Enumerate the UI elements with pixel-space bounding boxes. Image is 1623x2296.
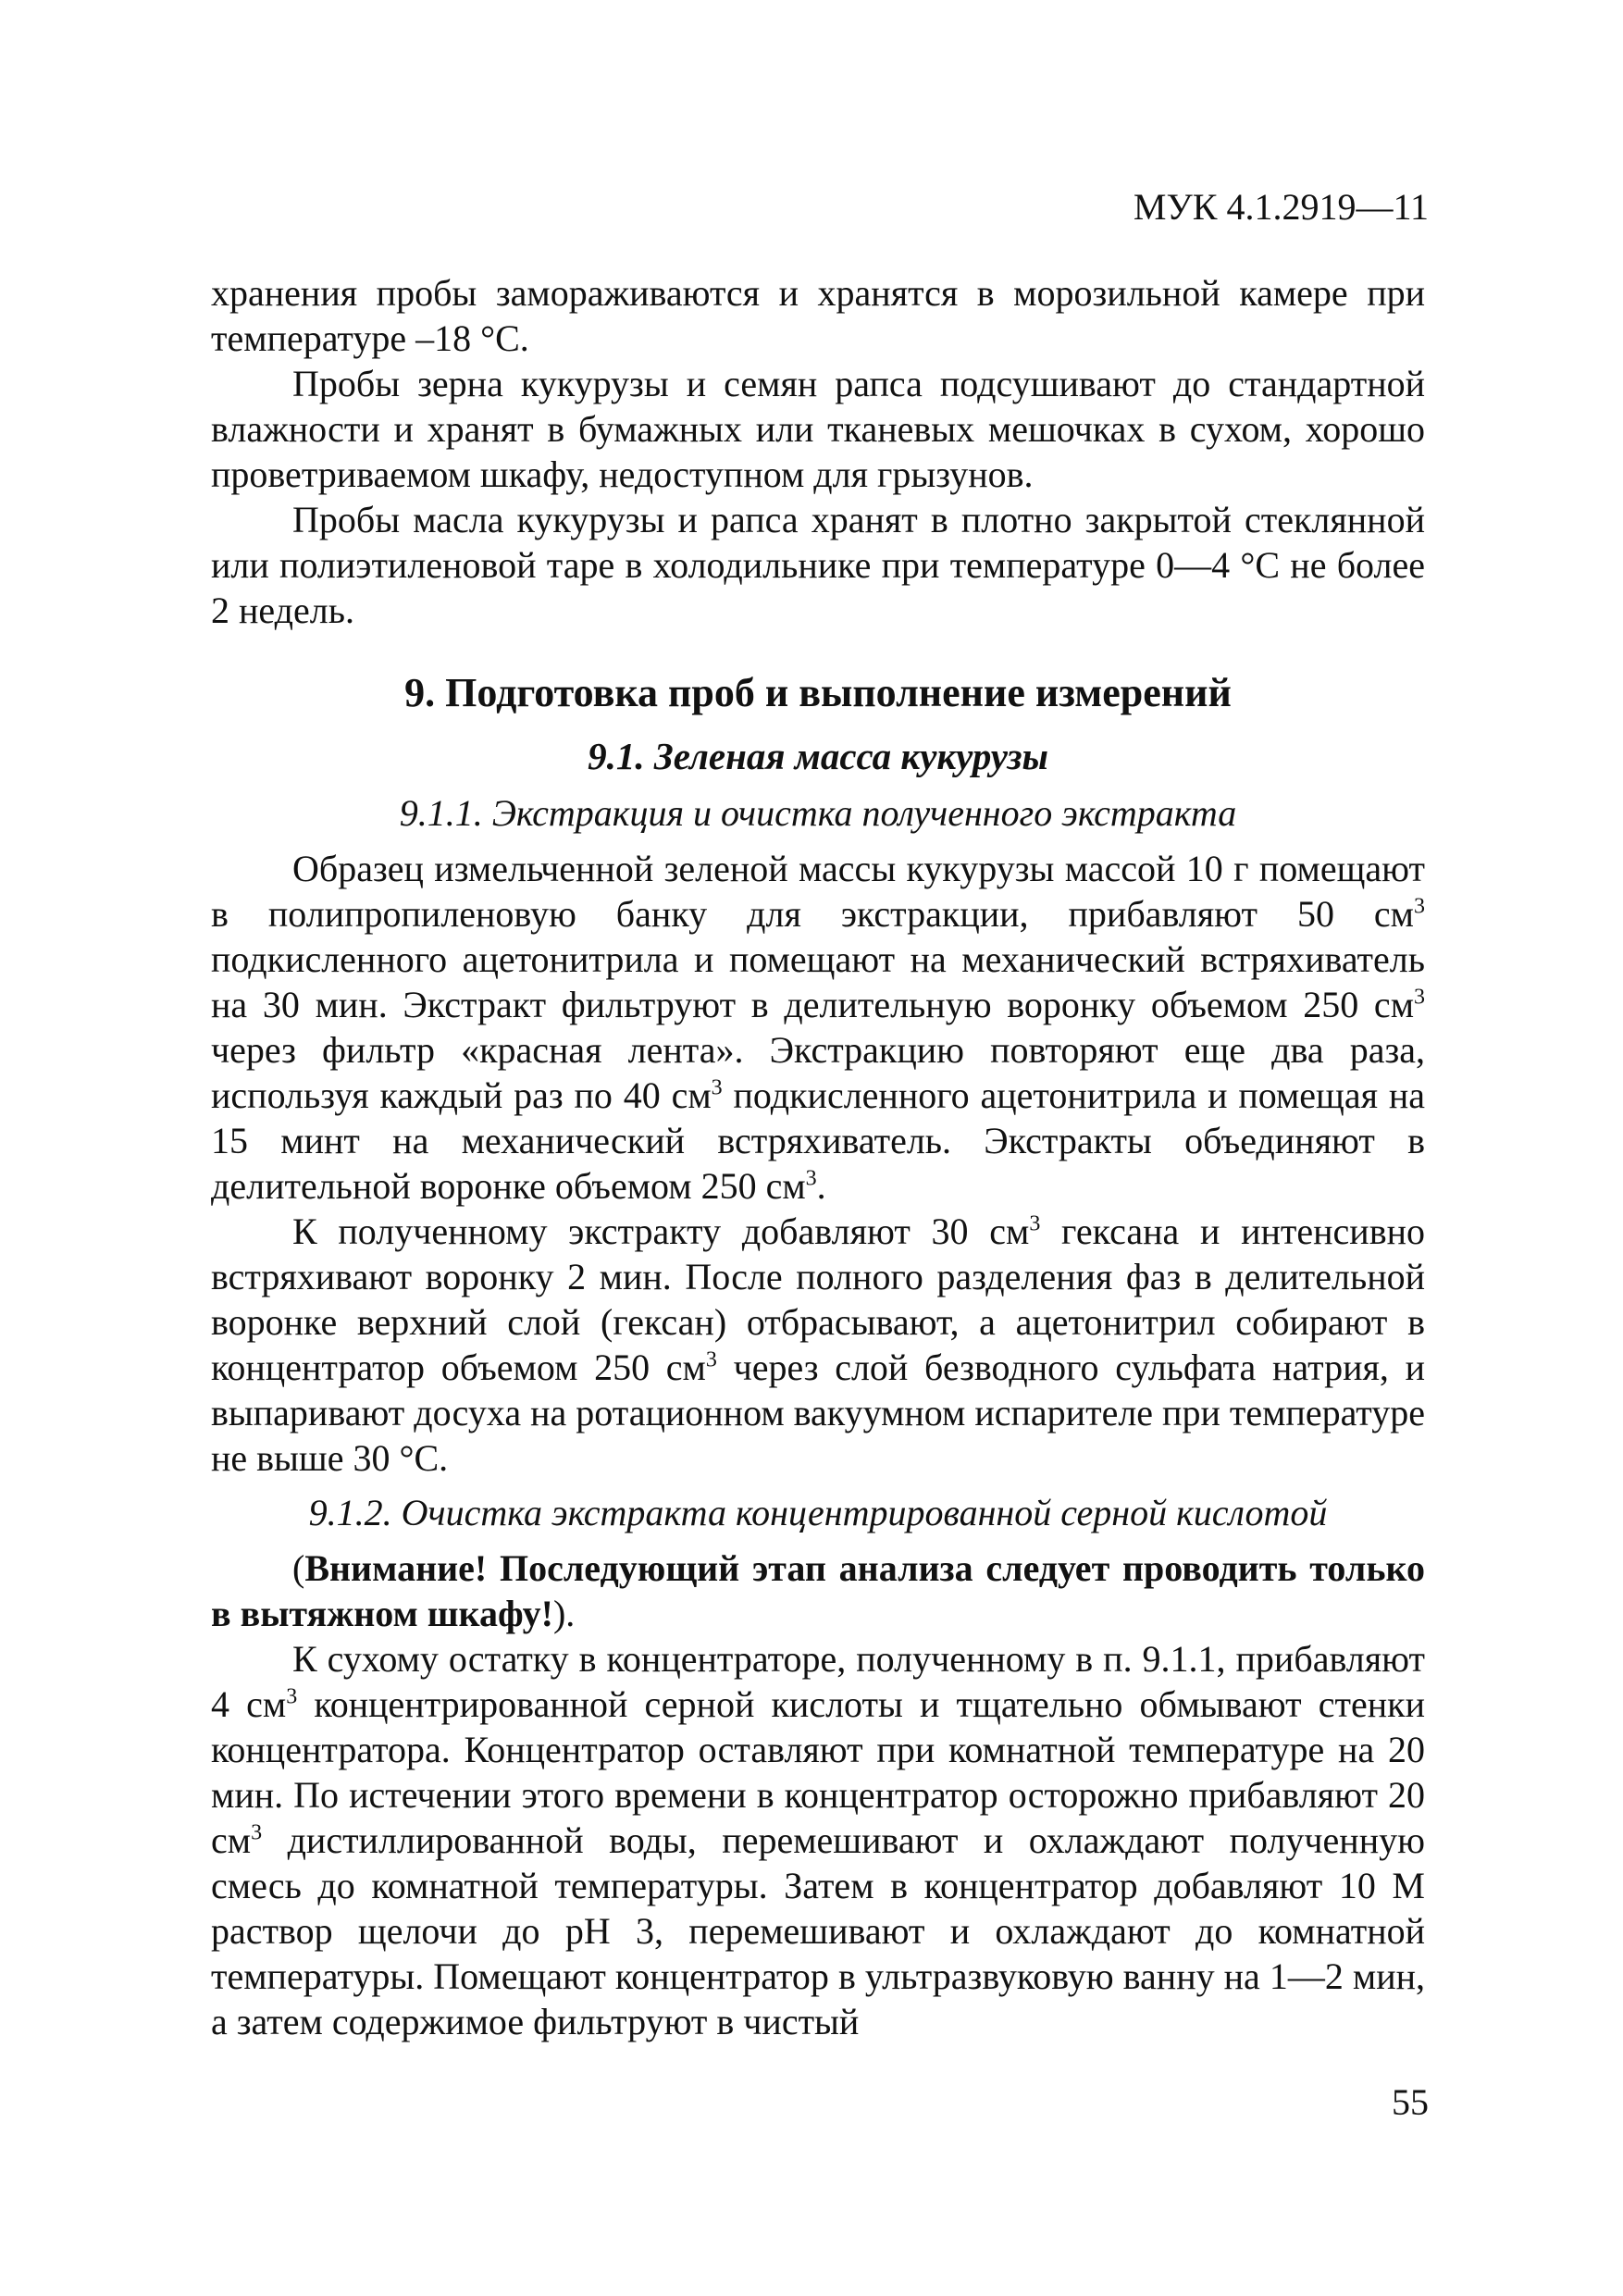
superscript: 3: [711, 1075, 723, 1100]
text-segment: подкисленного ацетонитрила и помещают на механический встряхиватель на 30 мин. Экстракт фильтруют в делительную воронку объемом 250 см: [211, 938, 1425, 1025]
warning-close-paren: ).: [552, 1593, 576, 1634]
superscript: 3: [251, 1820, 263, 1845]
text-segment: дистиллированной воды, перемешивают и охлаждают полученную смесь до комнатной температуры. Затем в концентратор добавляют 10 М раствор щелочи до рН 3, перемешивают и охлаждают до комнатной температуры. Помещают концентратор в ультразвуковую ванну на 1—2 мин, а затем содержимое фильтруют в чистый: [211, 1819, 1425, 2042]
warning-open-paren: (: [292, 1547, 305, 1589]
section-9-1-2-heading: 9.1.2. Очистка экстракта концентрированной серной кислотой: [308, 1492, 1328, 1533]
text-segment: .: [816, 1165, 826, 1207]
warning-text: Внимание! Последующий этап анализа следует проводить только в вытяжном шкафу!: [211, 1547, 1425, 1634]
paragraph-sulfuric-acid-cleanup: [211, 1636, 1425, 2044]
text-segment: Образец измельченной зеленой массы кукурузы массой 10 г помещают в полипропиленовую банку для экстракции, прибавляют 50 см: [211, 848, 1425, 935]
superscript: 3: [1414, 894, 1425, 919]
section-9-heading: 9. Подготовка проб и выполнение измерений: [404, 670, 1232, 715]
text-segment: через слой безводного сульфата натрия, и выпаривают досуха на ротационном вакуумном испарителе при температуре не выше 30 °С.: [211, 1347, 1425, 1479]
text-segment: К сухому остатку в концентраторе, полученному в п. 9.1.1, прибавляют 4 см: [211, 1638, 1425, 1725]
text-segment: через фильтр «красная лента». Экстракцию повторяют еще два раза, используя каждый раз по 40 см: [211, 1029, 1425, 1116]
document-code-header: МУК 4.1.2919—11: [1133, 186, 1429, 228]
paragraph-hexane-partition: [211, 1209, 1425, 1481]
text-segment: концентрированной серной кислоты и тщательно обмывают стенки концентратора. Концентратор оставляют при комнатной температуре на 20 мин. По истечении этого времени в концентратор осторожно прибавляют 20 см: [211, 1683, 1425, 1861]
text-segment: К полученному экстракту добавляют 30 см: [292, 1210, 1030, 1252]
superscript: 3: [805, 1166, 817, 1191]
text-segment: гексана и интенсивно встряхивают воронку 2 мин. После полного разделения фаз в делительной воронке верхний слой (гексан) отбрасывают, а ацетонитрил собирают в концентратор объемом 250 см: [211, 1210, 1425, 1388]
section-9-1-heading: 9.1. Зеленая масса кукурузы: [588, 735, 1048, 777]
paragraph-storage-temperature: хранения пробы замораживаются и хранятся в морозильной камере при температуре –18 °С.: [211, 272, 1425, 359]
superscript: 3: [705, 1347, 717, 1372]
paragraph-extraction: [211, 846, 1425, 1209]
page-body: [211, 270, 1425, 2044]
section-9-1-1-heading: 9.1.1. Экстракция и очистка полученного экстракта: [399, 792, 1237, 834]
paragraph-grain-storage: Пробы зерна кукурузы и семян рапса подсушивают до стандартной влажности и хранят в бумажных или тканевых мешочках в сухом, хорошо проветриваемом шкафу, недоступном для грызунов.: [211, 363, 1425, 495]
superscript: 3: [1414, 985, 1425, 1010]
page-number: 55: [1392, 2081, 1429, 2123]
paragraph-oil-storage: Пробы масла кукурузы и рапса хранят в плотно закрытой стеклянной или полиэтиленовой таре в холодильнике при температуре 0—4 °С не более 2 недель.: [211, 499, 1425, 631]
superscript: 3: [286, 1684, 298, 1709]
superscript: 3: [1029, 1211, 1041, 1236]
safety-warning: [211, 1545, 1425, 1636]
text-segment: подкисленного ацетонитрила и помещая на 15 минт на механический встряхиватель. Экстракты объединяют в делительной воронке объемом 250 см: [211, 1074, 1425, 1207]
